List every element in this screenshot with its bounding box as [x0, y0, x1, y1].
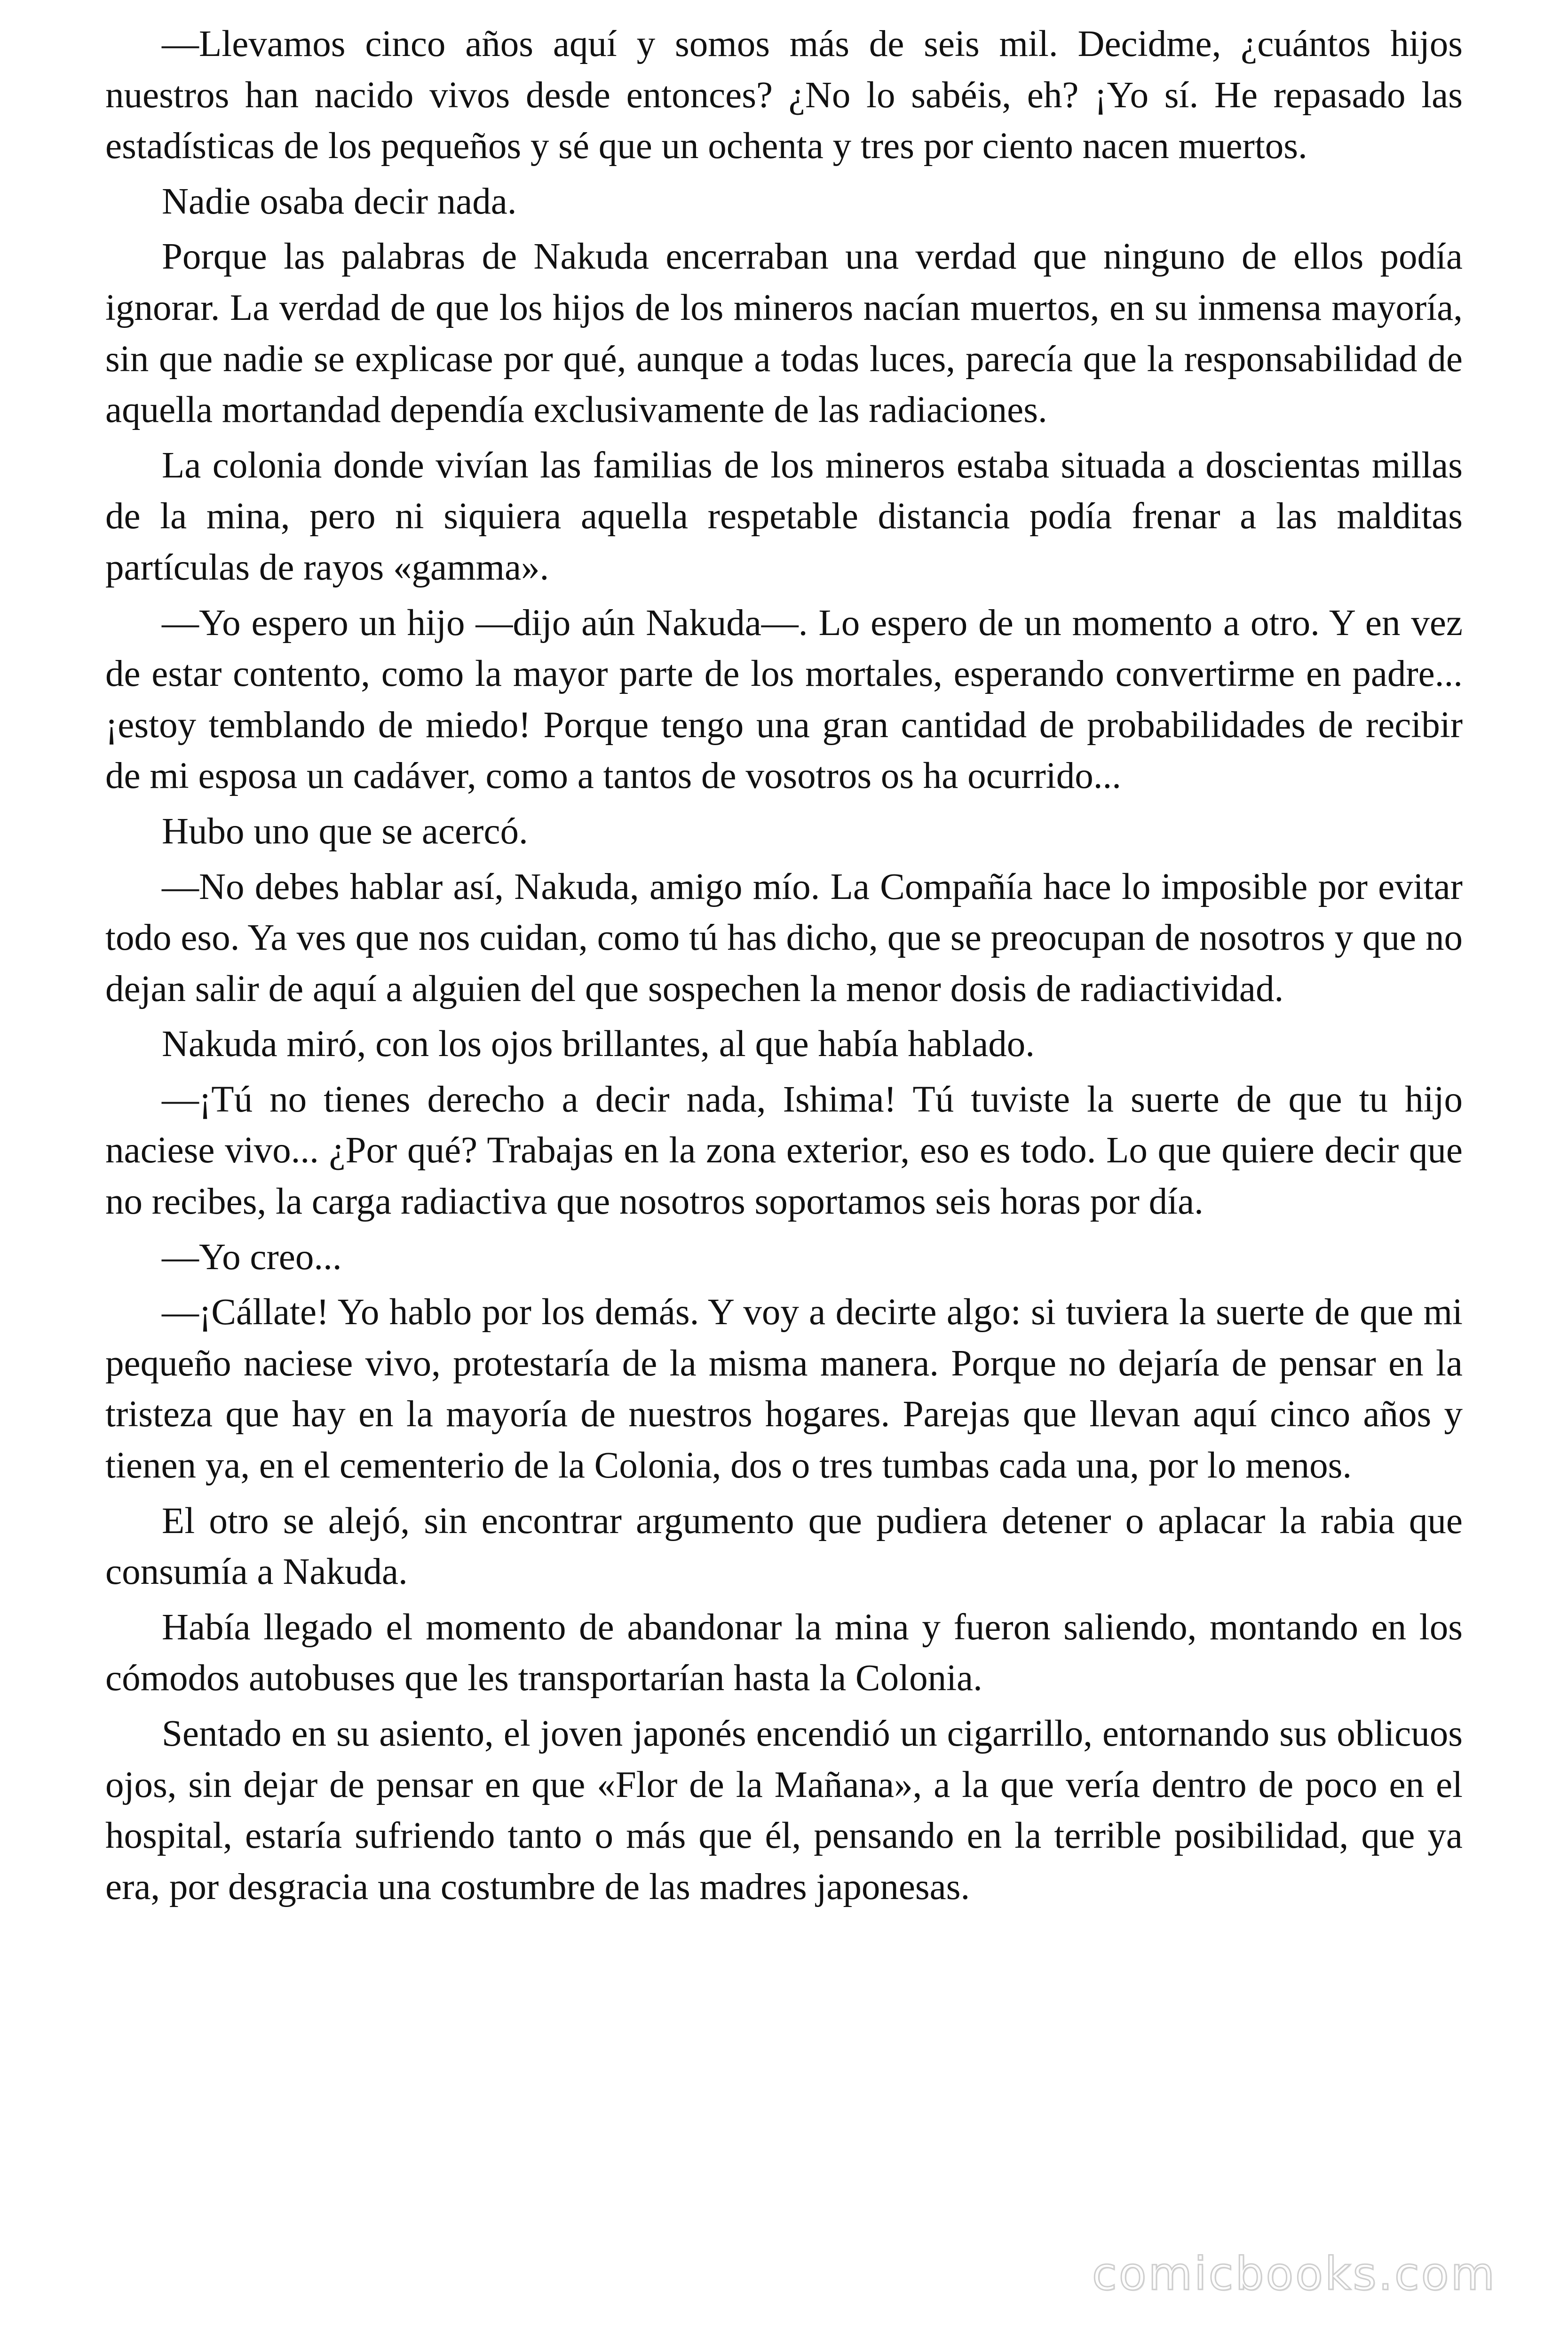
paragraph: Nadie osaba decir nada. [162, 181, 517, 222]
paragraph: —Llevamos cinco años aquí y somos más de seis mil. Decidme, ¿cuántos hijos nuestros han nacido vivos desde entonces? ¿No lo sabéis, eh? ¡Yo sí. He repasado las estadísticas de los pequeños y sé que un ochenta y tres por ciento nacen muertos. [105, 24, 1463, 167]
paragraph: Sentado en su asiento, el joven japonés encendió un cigarrillo, entornando sus oblicuos ojos, sin dejar de pensar en que «Flor de la Mañana», a la que vería dentro de poco en el hospital, estaría sufriendo tanto o más que él, pensando en la terrible posibilidad, que ya era, por desgracia una costumbre de las madres japonesas. [105, 1713, 1463, 1907]
paragraph: —¡Cállate! Yo hablo por los demás. Y voy a decirte algo: si tuviera la suerte de que mi pequeño naciese vivo, protestaría de la misma manera. Porque no dejaría de pensar en la tristeza que hay en la mayoría de nuestros hogares. Parejas que llevan aquí cinco años y tienen ya, en el cementerio de la Colonia, dos o tres tumbas cada una, por lo menos. [105, 1292, 1463, 1486]
paragraph: —Yo creo... [162, 1236, 342, 1278]
paragraph: —No debes hablar así, Nakuda, amigo mío. La Compañía hace lo imposible por evitar todo eso. Ya ves que nos cuidan, como tú has dicho, que se preocupan de nosotros y que no dejan salir de aquí a alguien del que sospechen la menor dosis de radiactividad. [105, 866, 1463, 1009]
paragraph: Porque las palabras de Nakuda encerraban una verdad que ninguno de ellos podía ignorar. La verdad de que los hijos de los mineros nacían muertos, en su inmensa mayoría, sin que nadie se explicase por qué, aunque a todas luces, parecía que la responsabilidad de aquella mortandad dependía exclusivamente de las radiaciones. [105, 236, 1463, 431]
paragraph: La colonia donde vivían las familias de los mineros estaba situada a doscientas millas de la mina, pero ni siquiera aquella respetable distancia podía frenar a las malditas partículas de rayos «gamma». [105, 445, 1463, 588]
paragraph: Había llegado el momento de abandonar la mina y fueron saliendo, montando en los cómodos autobuses que les transportarían hasta la Colonia. [105, 1606, 1463, 1699]
paragraph: El otro se alejó, sin encontrar argumento que pudiera detener o aplacar la rabia que consumía a Nakuda. [105, 1500, 1463, 1593]
watermark: comicbooks.com [1092, 2248, 1497, 2300]
paragraph: —Yo espero un hijo —dijo aún Nakuda—. Lo espero de un momento a otro. Y en vez de estar contento, como la mayor parte de los mortales, esperando convertirme en padre... ¡estoy temblando de miedo! Porque tengo una gran cantidad de probabilidades de recibir de mi esposa un cadáver, como a tantos de vosotros os ha ocurrido... [105, 602, 1463, 797]
paragraph: Hubo uno que se acercó. [162, 810, 528, 852]
book-page-text [105, 19, 1463, 1917]
paragraph: —¡Tú no tienes derecho a decir nada, Ishima! Tú tuviste la suerte de que tu hijo naciese vivo... ¿Por qué? Trabajas en la zona exterior, eso es todo. Lo que quiere decir que no recibes, la carga radiactiva que nosotros soportamos seis horas por día. [105, 1079, 1463, 1223]
paragraph: Nakuda miró, con los ojos brillantes, al que había hablado. [162, 1024, 1035, 1065]
